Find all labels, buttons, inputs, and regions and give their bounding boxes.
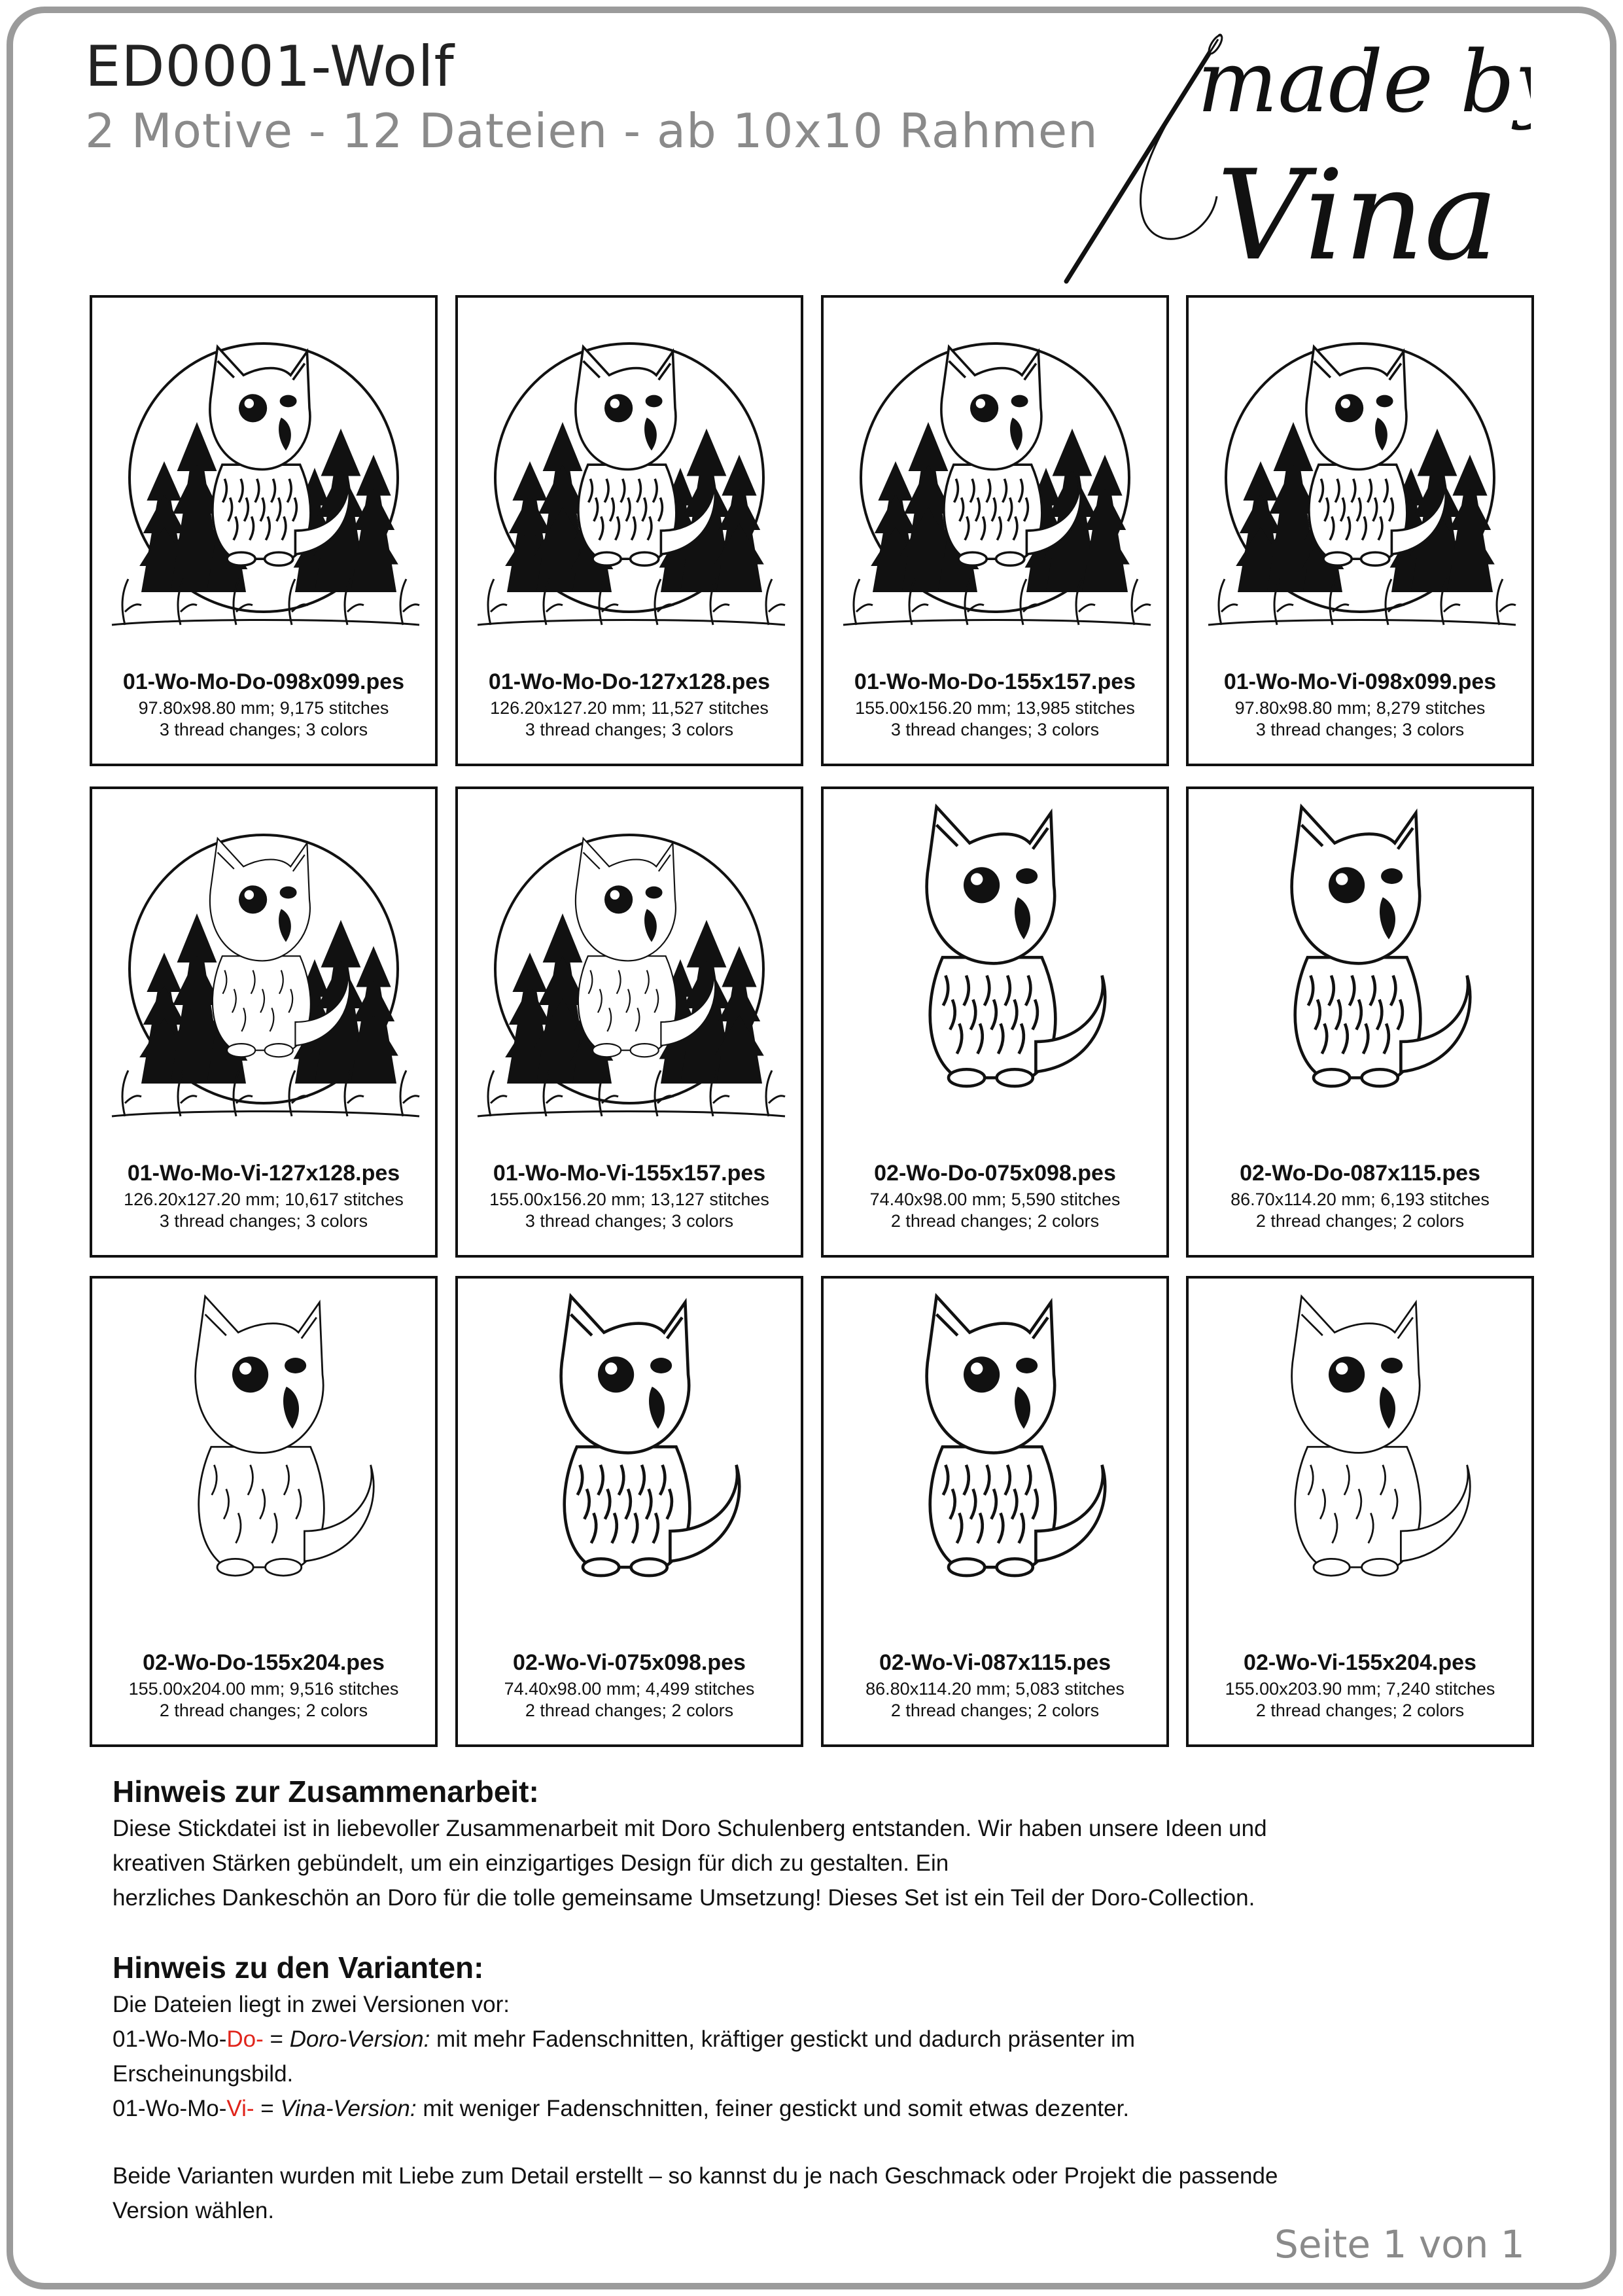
design-card [455,1276,803,1747]
design-card [455,786,803,1258]
wolf-pup-design-image [464,1292,794,1645]
design-dimensions: 155.00x156.20 mm; 13,985 stitches [855,698,1135,718]
design-dimensions: 74.40x98.00 mm; 5,590 stitches [869,1190,1121,1209]
collab-line-3: herzliches Dankeschön an Doro für die tolle gemeinsame Umsetzung! Dieses Set ist ein Teil der Doro-Collection. [113,1885,1255,1911]
page-subtitle: 2 Motive - 12 Dateien - ab 10x10 Rahmen [85,103,1098,158]
wolf-pup-design-image [1195,802,1525,1156]
design-filename: 02-Wo-Do-155x204.pes [143,1650,385,1675]
design-filename: 02-Wo-Vi-087x115.pes [879,1650,1111,1675]
variants-intro: Die Dateien liegt in zwei Versionen vor: [113,1992,510,2017]
design-filename: 01-Wo-Mo-Vi-127x128.pes [127,1161,400,1186]
wolf-moon-design-image [1195,311,1525,664]
design-filename: 01-Wo-Mo-Do-098x099.pes [122,669,405,694]
variant-doro-desc: mit mehr Fadenschnitten, kräftiger gestickt und dadurch präsenter im [430,2026,1136,2052]
logo-text-vina: Vina [1217,143,1499,288]
design-thread-info: 2 thread changes; 2 colors [890,1211,1100,1231]
design-filename: 02-Wo-Do-087x115.pes [1240,1161,1480,1186]
page-title: ED0001-Wolf [85,34,455,99]
variants-heading: Hinweis zu den Varianten: [113,1951,484,1985]
design-filename: 01-Wo-Mo-Vi-155x157.pes [493,1161,766,1186]
variant-doro-name: Doro-Version: [289,2026,430,2052]
design-card [1186,295,1534,766]
variant-doro-line [113,2022,1526,2057]
design-dimensions: 86.80x114.20 mm; 5,083 stitches [865,1679,1125,1699]
design-filename: 01-Wo-Mo-Vi-098x099.pes [1223,669,1497,694]
design-thread-info: 3 thread changes; 3 colors [159,720,368,739]
collab-heading: Hinweis zur Zusammenarbeit: [113,1775,539,1809]
closing-line-1: Beide Varianten wurden mit Liebe zum Detail erstellt – so kannst du je nach Geschmack oder Projekt die passende [113,2163,1278,2189]
variant-vina-desc: mit weniger Fadenschnitten, feiner gestickt und somit etwas dezenter. [416,2096,1130,2121]
design-filename: 02-Wo-Do-075x098.pes [874,1161,1116,1186]
design-filename: 01-Wo-Mo-Do-155x157.pes [854,669,1136,694]
design-preview [1195,802,1525,1156]
design-card [821,1276,1169,1747]
wolf-moon-design-image [99,802,428,1156]
design-thread-info: 2 thread changes; 2 colors [525,1701,734,1720]
variant-vina-code: Vi- [226,2096,254,2121]
design-dimensions: 86.70x114.20 mm; 6,193 stitches [1230,1190,1490,1209]
wolf-pup-design-image [99,1292,428,1645]
design-preview [830,802,1160,1156]
design-thread-info: 3 thread changes; 3 colors [525,1211,734,1231]
design-preview [464,311,794,664]
collab-line-2: kreativen Stärken gebündelt, um ein einzigartiges Design für dich zu gestalten. Ein [113,1850,949,1876]
design-filename: 01-Wo-Mo-Do-127x128.pes [488,669,771,694]
wolf-pup-design-image [830,802,1160,1156]
variant-vina-eq: = [254,2096,281,2121]
design-filename: 02-Wo-Vi-155x204.pes [1244,1650,1476,1675]
wolf-moon-design-image [464,311,794,664]
design-thread-info: 2 thread changes; 2 colors [1255,1701,1465,1720]
design-card [455,295,803,766]
design-thread-info: 2 thread changes; 2 colors [159,1701,368,1720]
design-preview [464,802,794,1156]
design-preview [1195,1292,1525,1645]
design-dimensions: 97.80x98.80 mm; 9,175 stitches [138,698,389,718]
notes-section [113,1772,1526,2228]
page-number: Seite 1 von 1 [1274,2222,1525,2267]
collab-line-1: Diese Stickdatei ist in liebevoller Zusammenarbeit mit Doro Schulenberg entstanden. Wir haben unsere Ideen und [113,1816,1267,1841]
variant-doro-line-2: Erscheinungsbild. [113,2061,294,2087]
design-card [90,786,438,1258]
design-card [821,786,1169,1258]
variant-doro-code: Do- [226,2026,264,2052]
design-dimensions: 126.20x127.20 mm; 10,617 stitches [124,1190,404,1209]
design-card [90,295,438,766]
design-preview [464,1292,794,1645]
design-dimensions: 97.80x98.80 mm; 8,279 stitches [1234,698,1486,718]
closing-line-2: Version wählen. [113,2198,275,2223]
design-filename: 02-Wo-Vi-075x098.pes [513,1650,746,1675]
variant-doro-eq: = [263,2026,290,2052]
design-preview [99,1292,428,1645]
variant-vina-line [113,2091,1526,2126]
variant-vina-prefix: 01-Wo-Mo- [113,2096,227,2121]
design-dimensions: 155.00x203.90 mm; 7,240 stitches [1225,1679,1495,1699]
design-dimensions: 126.20x127.20 mm; 11,527 stitches [490,698,769,718]
wolf-pup-design-image [1195,1292,1525,1645]
made-by-vina-logo [1047,26,1531,294]
design-card [821,295,1169,766]
variant-doro-prefix: 01-Wo-Mo- [113,2026,227,2052]
design-thread-info: 2 thread changes; 2 colors [890,1701,1100,1720]
logo-text-made-by: made by [1197,32,1531,132]
wolf-moon-design-image [464,802,794,1156]
design-preview [99,311,428,664]
design-dimensions: 155.00x204.00 mm; 9,516 stitches [128,1679,399,1699]
design-preview [99,802,428,1156]
design-thread-info: 3 thread changes; 3 colors [1255,720,1465,739]
design-card [90,1276,438,1747]
design-preview [830,311,1160,664]
design-preview [1195,311,1525,664]
wolf-pup-design-image [830,1292,1160,1645]
design-thread-info: 3 thread changes; 3 colors [525,720,734,739]
wolf-moon-design-image [99,311,428,664]
design-thread-info: 3 thread changes; 3 colors [890,720,1100,739]
variant-vina-name: Vina-Version: [280,2096,417,2121]
design-preview [830,1292,1160,1645]
design-thread-info: 3 thread changes; 3 colors [159,1211,368,1231]
design-dimensions: 155.00x156.20 mm; 13,127 stitches [489,1190,769,1209]
design-card [1186,786,1534,1258]
design-card [1186,1276,1534,1747]
wolf-moon-design-image [830,311,1160,664]
design-dimensions: 74.40x98.00 mm; 4,499 stitches [504,1679,755,1699]
design-thread-info: 2 thread changes; 2 colors [1255,1211,1465,1231]
